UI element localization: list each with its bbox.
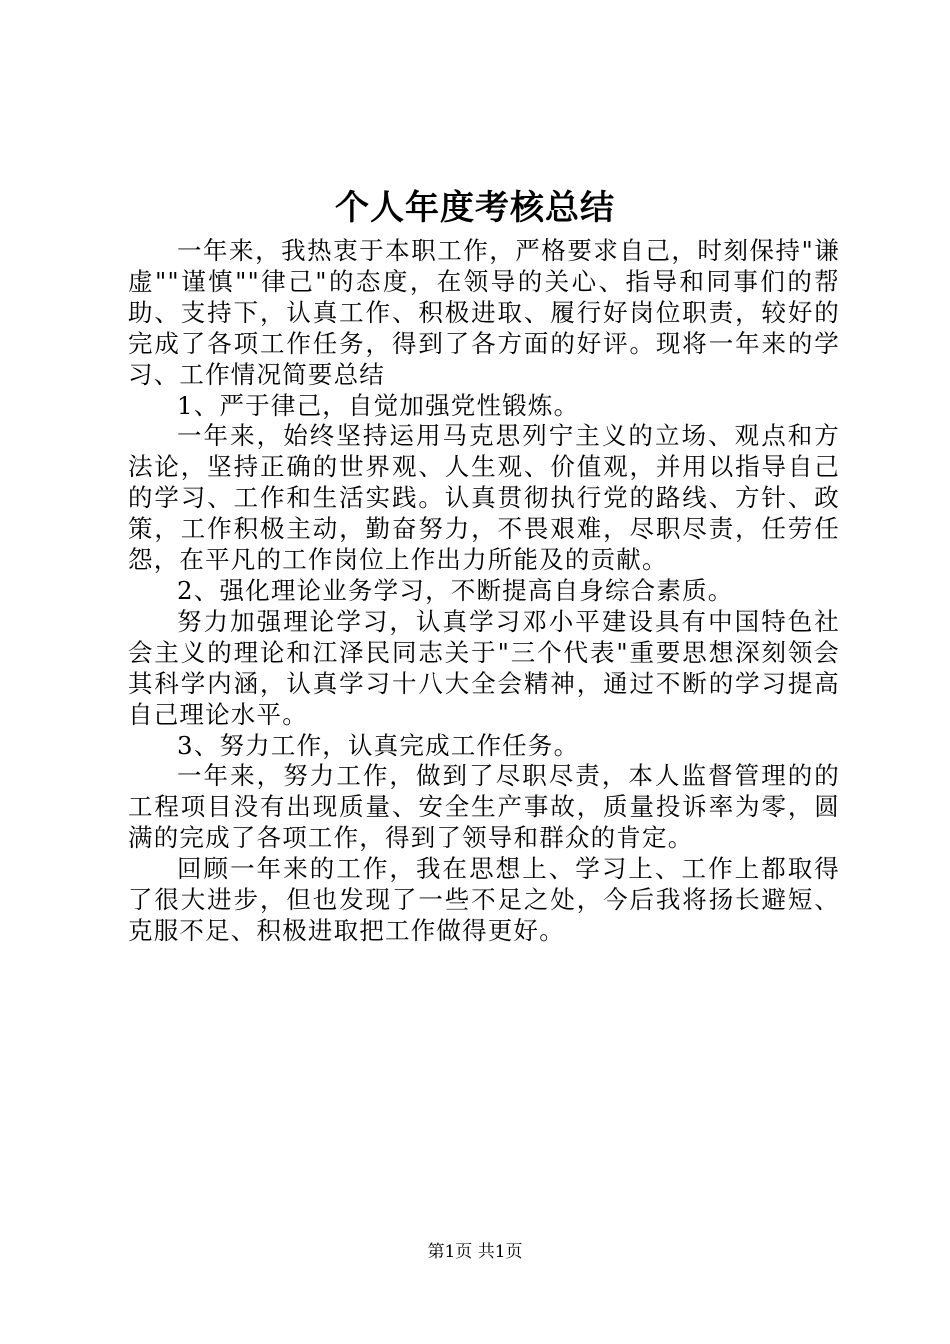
paragraph-conclusion: 回顾一年来的工作，我在思想上、学习上、工作上都取得了很大进步，但也发现了一些不足之处，今后我将扬长避短、克服不足、积极进取把工作做得更好。 (128, 854, 840, 945)
document-body (128, 236, 840, 947)
document-title: 个人年度考核总结 (335, 188, 615, 228)
paragraph-intro: 一年来，我热衷于本职工作，严格要求自己，时刻保持"谦虚""谨慎""律己"的态度，在领导的关心、指导和同事们的帮助、支持下，认真工作、积极进取、履行好岗位职责，较好的完成了各项工作任务，得到了各方面的好评。现将一年来的学习、工作情况简要总结 (128, 236, 840, 389)
section-heading-1: 1、严于律己，自觉加强党性锻炼。 (177, 390, 580, 420)
section-heading-3: 3、努力工作，认真完成工作任务。 (177, 730, 580, 760)
paragraph-section-1: 一年来，始终坚持运用马克思列宁主义的立场、观点和方法论，坚持正确的世界观、人生观、价值观，并用以指导自己的学习、工作和生活实践。认真贯彻执行党的路线、方针、政策，工作积极主动，勤奋努力，不畏艰难，尽职尽责，任劳任怨，在平凡的工作岗位上作出力所能及的贡献。 (128, 421, 840, 575)
paragraph-section-3: 一年来，努力工作，做到了尽职尽责，本人监督管理的的工程项目没有出现质量、安全生产事故，质量投诉率为零，圆满的完成了各项工作，得到了领导和群众的肯定。 (128, 761, 840, 853)
section-heading-2: 2、强化理论业务学习，不断提高自身综合素质。 (177, 575, 734, 605)
page-number-footer: 第1页 共1页 (427, 1242, 523, 1262)
paragraph-section-2: 努力加强理论学习，认真学习邓小平建设具有中国特色社会主义的理论和江泽民同志关于"三个代表"重要思想深刻领会其科学内涵，认真学习十八大全会精神，通过不断的学习提高自己理论水平。 (128, 606, 840, 729)
